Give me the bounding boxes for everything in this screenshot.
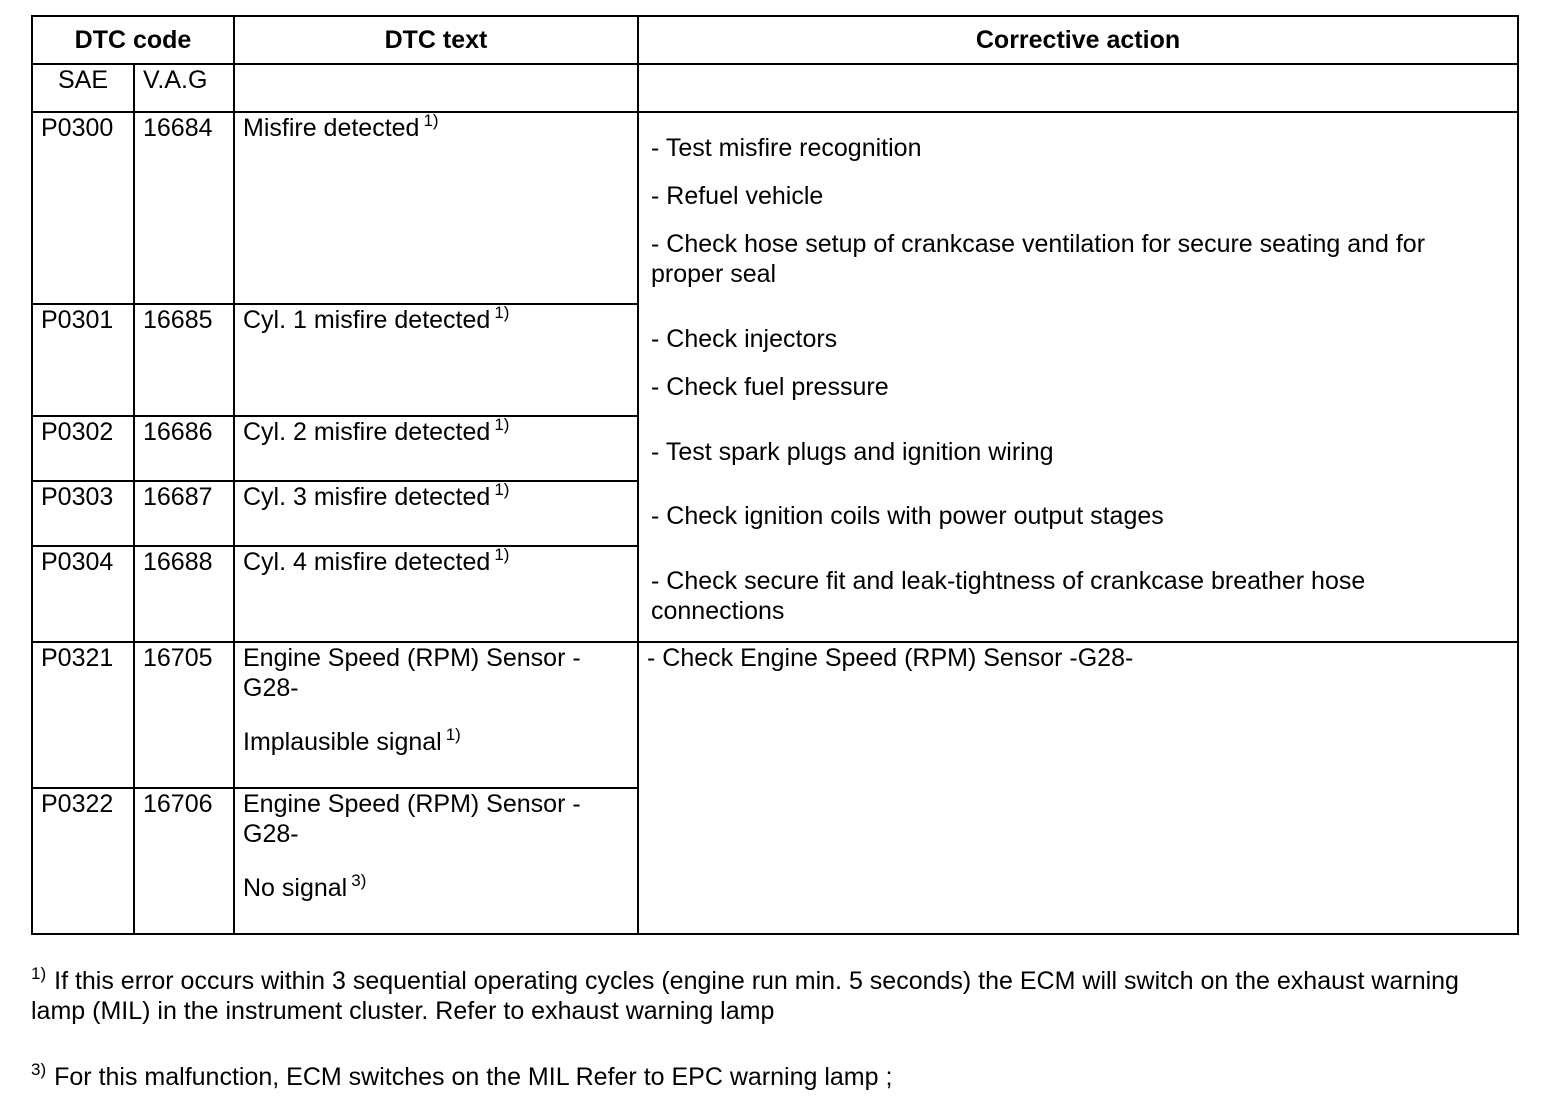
corrective-action-group-1 — [638, 112, 1518, 642]
dtc-code-header: DTC code — [32, 16, 234, 64]
corrective-action-group-2 — [638, 642, 1518, 934]
footnote-text: If this error occurs within 3 sequential operating cycles (engine run min. 5 seconds) the ECM will switch on the exhaust warning lamp (MIL) in the instrument cluster. Refer to exhaust warning lamp — [31, 967, 1459, 1025]
corrective-action-header: Corrective action — [638, 16, 1518, 64]
dtc-text — [234, 788, 638, 934]
sae-code: P0321 — [32, 642, 134, 788]
action-item: - Check hose setup of crankcase ventilation for secure seating and for proper seal — [651, 230, 1426, 288]
table-row — [32, 112, 1518, 304]
empty-cell — [234, 64, 638, 112]
footnotes — [31, 966, 1511, 1092]
empty-cell — [638, 64, 1518, 112]
vag-code: 16706 — [134, 788, 234, 934]
sae-code: P0303 — [32, 481, 134, 546]
dtc-text — [234, 546, 638, 642]
dtc-text — [234, 642, 638, 788]
footnote-ref: 3) — [351, 871, 367, 890]
dtc-text-label: Cyl. 2 misfire detected — [243, 418, 491, 446]
footnote-ref: 1) — [494, 545, 510, 564]
dtc-text-detail: No signal — [243, 874, 348, 902]
sae-code: P0302 — [32, 416, 134, 481]
header-row — [32, 16, 1518, 64]
action-item: - Check fuel pressure — [651, 373, 889, 401]
footnote-ref: 1) — [494, 480, 510, 499]
dtc-text-label: Cyl. 1 misfire detected — [243, 306, 491, 334]
dtc-text — [234, 481, 638, 546]
footnote-mark: 3) — [31, 1060, 47, 1079]
action-item: - Check injectors — [651, 325, 838, 353]
table-row — [32, 642, 1518, 788]
action-item: - Refuel vehicle — [651, 182, 824, 210]
sae-code: P0322 — [32, 788, 134, 934]
footnote-ref: 1) — [494, 303, 510, 322]
action-item: - Check ignition coils with power output stages — [651, 502, 1164, 530]
vag-code: 16684 — [134, 112, 234, 304]
subheader-row — [32, 64, 1518, 112]
dtc-text-detail: Implausible signal — [243, 728, 442, 756]
action-item: - Check Engine Speed (RPM) Sensor -G28- — [647, 644, 1134, 672]
dtc-text-label: Cyl. 4 misfire detected — [243, 548, 491, 576]
dtc-text — [234, 112, 638, 304]
footnote-text: For this malfunction, ECM switches on the MIL Refer to EPC warning lamp ; — [54, 1063, 893, 1091]
dtc-text-label: Cyl. 3 misfire detected — [243, 483, 491, 511]
vag-code: 16687 — [134, 481, 234, 546]
dtc-text — [234, 304, 638, 416]
footnote-ref: 1) — [445, 725, 461, 744]
dtc-text — [234, 416, 638, 481]
dtc-text-label: Engine Speed (RPM) Sensor -G28- — [243, 790, 581, 848]
dtc-table — [31, 15, 1519, 935]
vag-code: 16688 — [134, 546, 234, 642]
action-item: - Check secure fit and leak-tightness of crankcase breather hose connections — [651, 567, 1366, 625]
sae-code: P0300 — [32, 112, 134, 304]
dtc-text-label: Engine Speed (RPM) Sensor -G28- — [243, 644, 581, 702]
sae-header: SAE — [32, 64, 134, 112]
sae-code: P0301 — [32, 304, 134, 416]
dtc-text-label: Misfire detected — [243, 114, 420, 142]
sae-code: P0304 — [32, 546, 134, 642]
vag-code: 16685 — [134, 304, 234, 416]
vag-header: V.A.G — [134, 64, 234, 112]
vag-code: 16686 — [134, 416, 234, 481]
footnote-mark: 1) — [31, 964, 47, 983]
dtc-text-header: DTC text — [234, 16, 638, 64]
footnote-1 — [31, 966, 1511, 1026]
footnote-ref: 1) — [423, 111, 439, 130]
vag-code: 16705 — [134, 642, 234, 788]
footnote-ref: 1) — [494, 415, 510, 434]
action-item: - Test misfire recognition — [651, 134, 922, 162]
action-item: - Test spark plugs and ignition wiring — [651, 438, 1054, 466]
footnote-3 — [31, 1062, 1511, 1092]
